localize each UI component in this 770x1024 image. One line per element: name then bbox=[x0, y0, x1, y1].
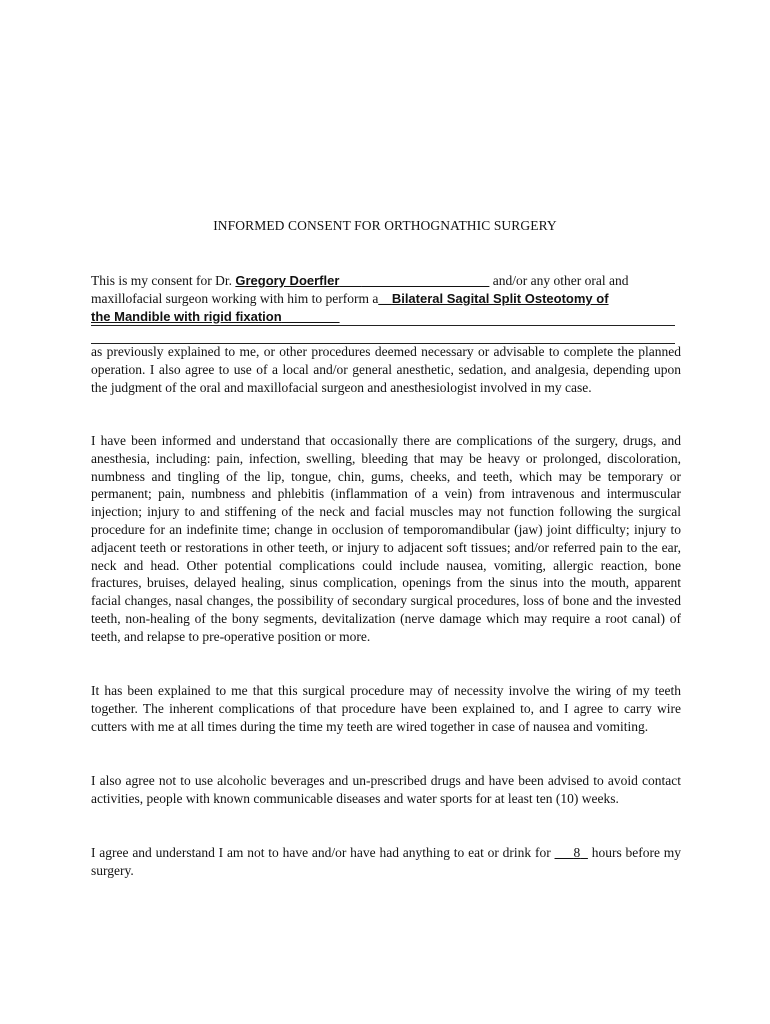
blank-line bbox=[91, 326, 675, 344]
fasting-prefix: I agree and understand I am not to have and/or have had anything to eat or drink for bbox=[91, 845, 551, 860]
paragraph-wiring: It has been explained to me that this surgical procedure may of necessity involve the wiring of my teeth together. The inherent complications of that procedure have been explained to, and I agree to carry wire cutters with me at all times during the time my teeth are wired together in case of nausea and vomiting. bbox=[91, 683, 681, 734]
paragraph-procedures: as previously explained to me, or other procedures deemed necessary or advisable to complete the planned operation. I also agree to use of a local and/or general anesthetic, sedation, and analgesia, depending upon the judgment of the oral and maxillofacial surgeon and anesthesiologist involved in my case. bbox=[91, 344, 681, 395]
fasting-hours-field: 8 bbox=[573, 845, 581, 860]
consent-line-3 bbox=[91, 308, 675, 327]
consent-prefix: This is my consent for Dr. bbox=[91, 273, 232, 288]
consent-line-1 bbox=[91, 272, 681, 290]
procedure-field-1: Bilateral Sagital Split Osteotomy of bbox=[391, 290, 609, 306]
paragraph-restrictions: I also agree not to use alcoholic beverages and un-prescribed drugs and have been advised to avoid contact activities, people with known communicable diseases and water sports for at least ten (10) weeks. bbox=[91, 773, 681, 806]
consent-line-2: maxillofacial surgeon working with him to perform a__Bilateral Sagital Split Osteotomy of bbox=[91, 290, 609, 306]
doctor-name-field: Gregory Doerfler___ bbox=[235, 273, 362, 288]
paragraph-complications: I have been informed and understand that occasionally there are complications of the surgery, drugs, and anesthesia, including: pain, infection, swelling, bleeding that may be heavy or prolonged, discoloration, numbness and tingling of the lip, tongue, chin, gums, cheeks, and teeth, which may be temporary or permanent; pain, numbness and phlebitis (inflammation of a vein) from intravenous and intermuscular injection; injury to and stiffening of the neck and facial muscles may not function following the surgical procedure for an indefinite time; change in occlusion of temporomandibular (jaw) joint difficulty; injury to adjacent teeth or restorations in other teeth, or injury to adjacent soft tissues; and/or referred pain to the ear, neck and head. Other potential complications could include nausea, vomiting, allergic reaction, bone fractures, bruises, delayed healing, sinus complication, openings from the sinus into the mouth, apparent facial changes, nasal changes, the possibility of secondary surgical procedures, loss of bone and the invested teeth, non-healing of the bony segments, devitalization (nerve damage which may require a root canal) of teeth, and relapse to pre-operative position or more. bbox=[91, 433, 681, 644]
page-title: INFORMED CONSENT FOR ORTHOGNATHIC SURGERY bbox=[213, 218, 557, 233]
procedure-field-2: the Mandible with rigid fixation________ bbox=[91, 308, 340, 324]
procedure-prefix: maxillofacial surgeon working with him to perform a bbox=[91, 290, 379, 306]
after-doctor-text: and/or any other oral and bbox=[492, 273, 629, 288]
paragraph-fasting bbox=[91, 844, 681, 880]
fasting-suffix: hours before my surgery. bbox=[91, 845, 682, 878]
consent-statement bbox=[91, 272, 681, 344]
